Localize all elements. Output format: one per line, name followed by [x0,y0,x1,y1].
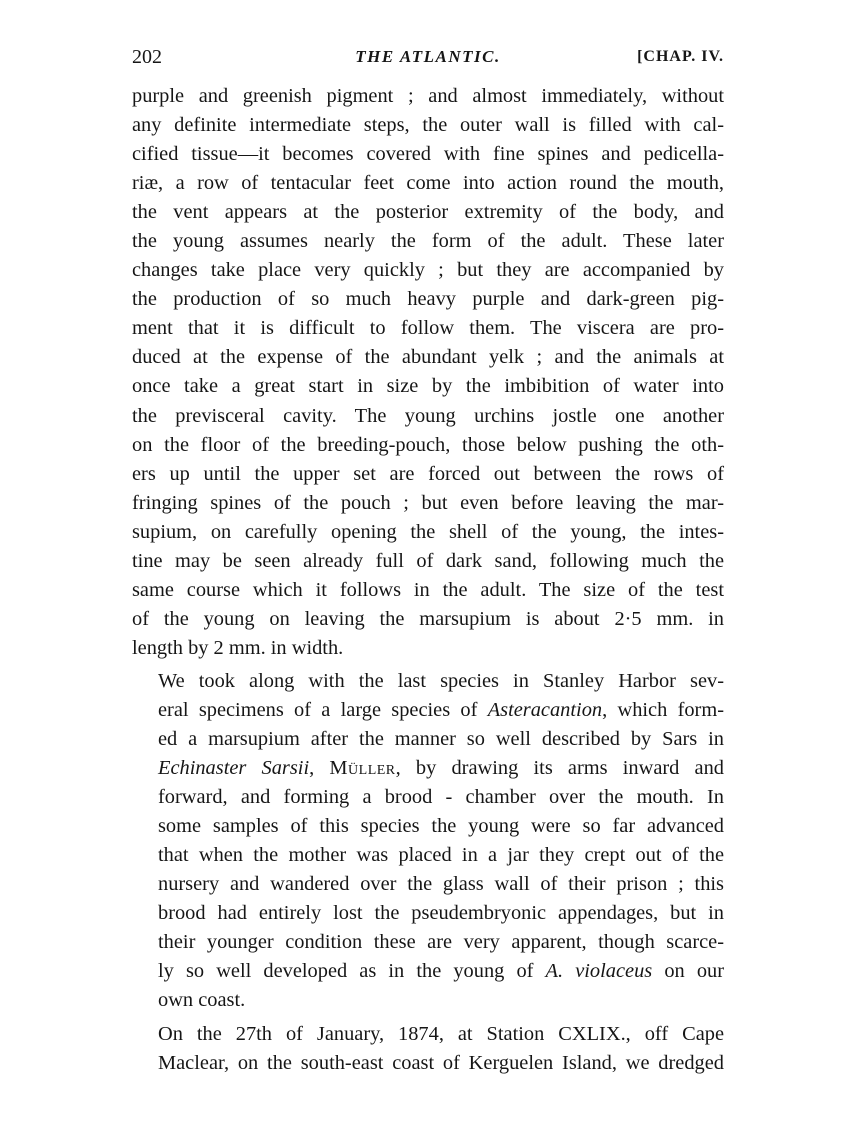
page-number: 202 [132,46,162,68]
text-line: of the young on leaving the marsupium is about 2·5 mm. in [132,607,724,630]
text-line: own coast. [158,989,246,1012]
text-run: ly so well developed as in the young of [158,960,546,983]
text-line: any definite intermediate steps, the outer wall is filled with cal- [132,114,724,137]
text-line: On the 27th of January, 1874, at Station CXLIX., off Cape [158,1022,724,1045]
text-line: We took along with the last species in Stanley Harbor sev- [158,669,724,692]
text-line: supium, on carefully opening the shell of the young, the intes- [132,520,724,543]
text-line: riæ, a row of tentacular feet come into action round the mouth, [132,172,724,195]
chapter-label: [CHAP. IV. [637,48,724,65]
text-line: nursery and wandered over the glass wall of their prison ; this [158,873,724,896]
text-run: on our [652,960,724,983]
text-run: , [309,757,330,780]
text-line [132,957,724,986]
running-head [132,42,724,72]
text-line [132,696,724,725]
text-line: the vent appears at the posterior extremity of the body, and [132,201,724,224]
text-line: ment that it is difficult to follow them. The viscera are pro- [132,317,724,340]
running-title: THE ATLANTIC. [355,47,501,66]
paragraph [132,82,724,663]
text-line: that when the mother was placed in a jar they crept out of the [158,844,724,867]
text-line: changes take place very quickly ; but they are accompanied by [132,259,724,282]
body-text [132,82,724,1078]
text-line: on the floor of the breeding-pouch, those below pushing the oth- [132,433,724,456]
text-line: once take a great start in size by the imbibition of water into [132,375,724,398]
text-line: the young assumes nearly the form of the adult. These later [132,230,724,253]
text-line: forward, and forming a brood - chamber over the mouth. In [158,786,724,809]
text-line: same course which it follows in the adult. The size of the test [132,578,724,601]
paragraph [132,1020,724,1078]
species-name: Asteracantion [487,698,603,721]
text-line: tine may be seen already full of dark sand, following much the [132,549,724,572]
paragraph [132,667,724,1016]
text-line: the production of so much heavy purple and dark-green pig- [132,288,724,311]
text-line: length by 2 mm. in width. [132,636,344,659]
author-name: Müller [329,757,396,780]
species-name: Echinaster Sarsii [158,757,310,780]
text-run: , which form- [602,698,724,721]
text-line: brood had entirely lost the pseudembryonic appendages, but in [158,902,724,925]
text-line: ed a marsupium after the manner so well described by Sars in [158,728,724,751]
text-line: purple and greenish pigment ; and almost immediately, without [132,85,724,107]
text-line: fringing spines of the pouch ; but even before leaving the mar- [132,491,724,514]
text-line: cified tissue—it becomes covered with fine spines and pedicella- [132,143,724,166]
text-line: their younger condition these are very apparent, though scarce- [158,931,724,954]
text-run: eral specimens of a large species of [158,698,488,721]
text-run: , by drawing its arms inward and [395,757,724,780]
species-name: A. violaceus [545,960,653,983]
text-line: duced at the expense of the abundant yelk ; and the animals at [132,346,724,369]
text-line: Maclear, on the south-east coast of Kerguelen Island, we dredged [158,1051,724,1074]
text-line: the previsceral cavity. The young urchins jostle one another [132,404,724,427]
text-line: some samples of this species the young were so far advanced [158,815,724,838]
text-line: ers up until the upper set are forced out between the rows of [132,462,724,485]
text-line [132,754,724,783]
